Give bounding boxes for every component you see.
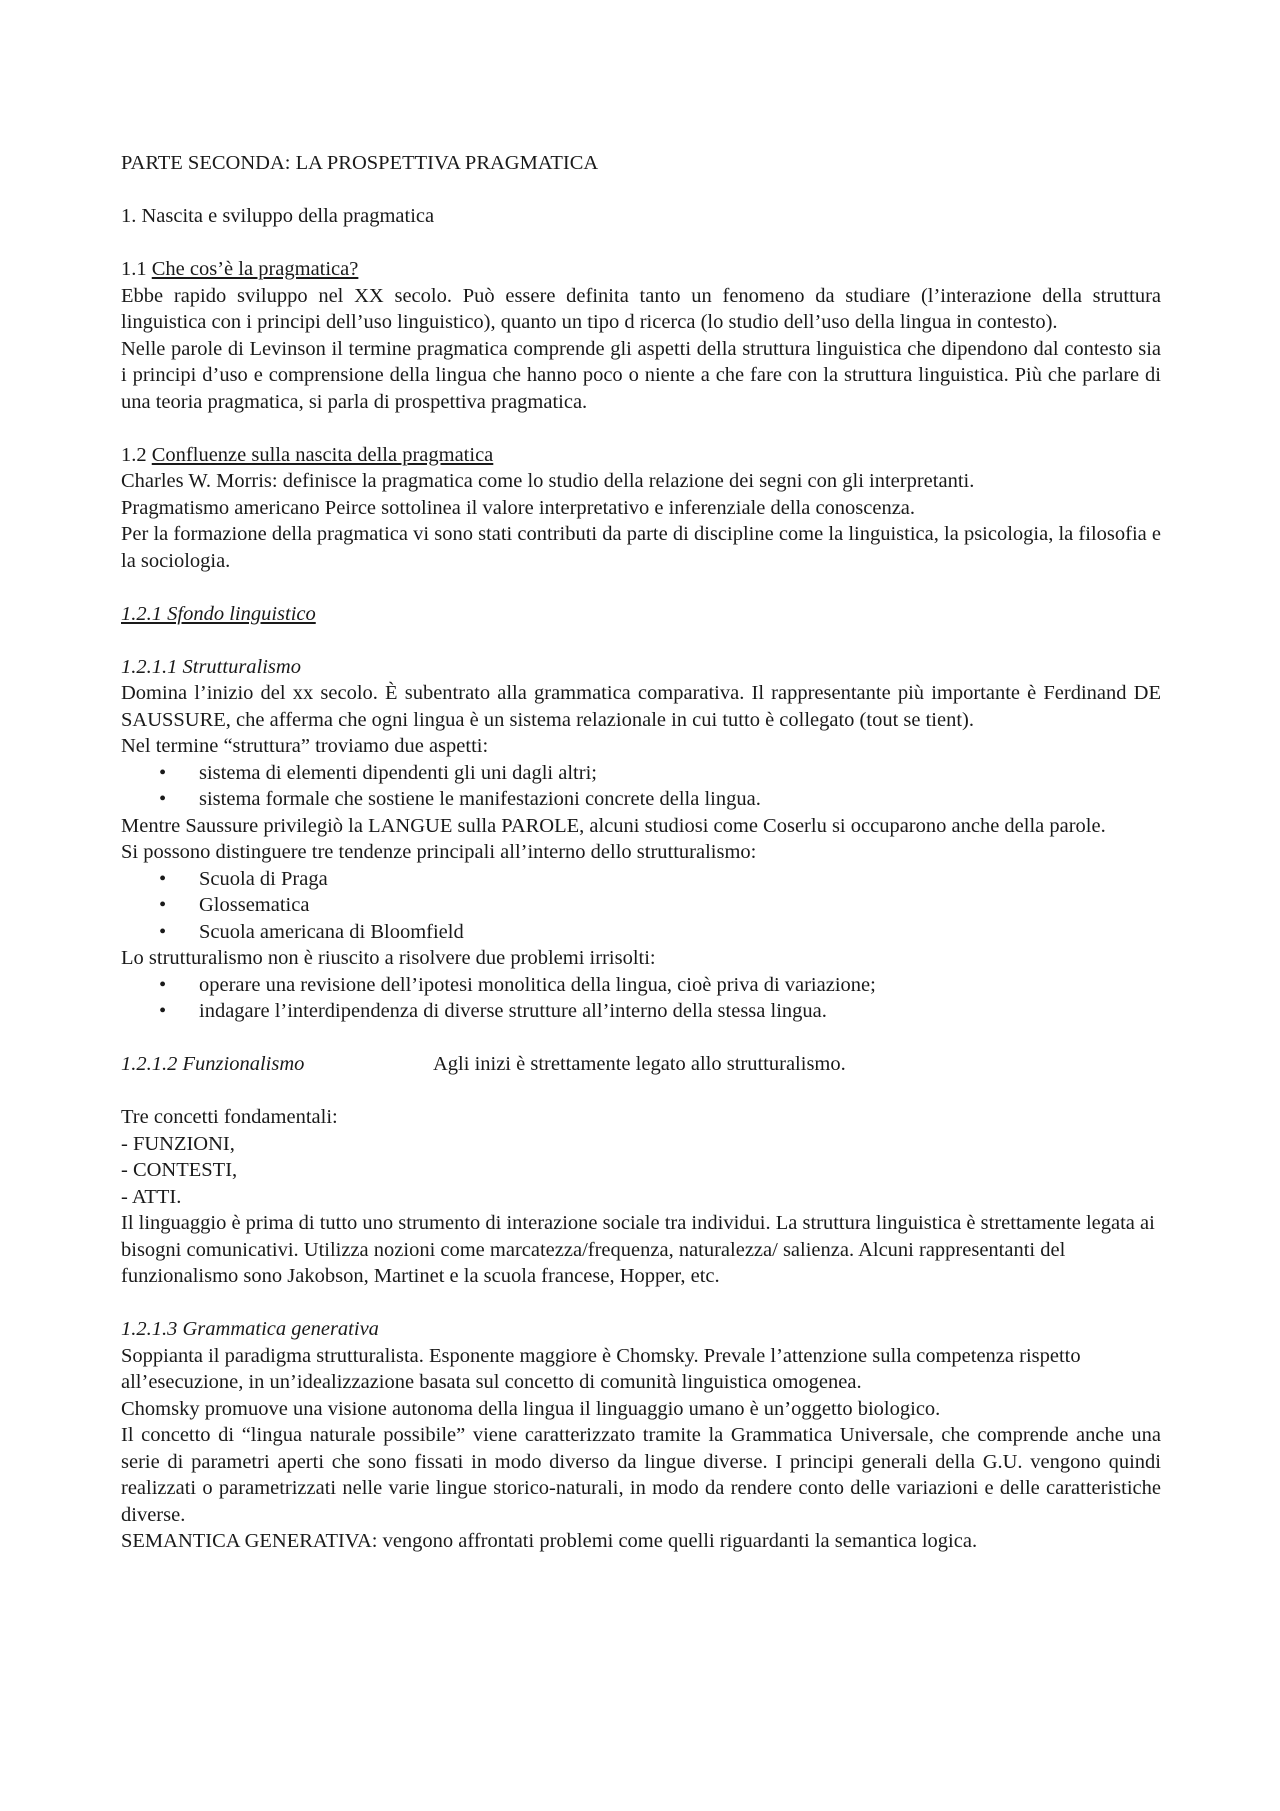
paragraph: Il linguaggio è prima di tutto uno strumento di interazione sociale tra individui. La struttura linguistica è strettamente legata ai bisogni comunicativi. Utilizza nozioni come marcatezza/frequenza, naturalezza/ salienza. Alcuni rappresentanti del funzionalismo sono Jakobson, Martinet e la scuola francese, Hopper, etc. bbox=[121, 1212, 1155, 1287]
paragraph: Tre concetti fondamentali: bbox=[121, 1106, 338, 1128]
paragraph: Soppianta il paradigma strutturalista. Esponente maggiore è Chomsky. Prevale l’attenzione sulla competenza rispetto all’esecuzione, in un’idealizzazione basata sul concetto di comunità linguistica omogenea. bbox=[121, 1344, 1081, 1393]
bullet-icon: • bbox=[159, 867, 167, 890]
paragraph: Per la formazione della pragmatica vi sono stati contributi da parte di discipline come la linguistica, la psicologia, la filosofia e la sociologia. bbox=[121, 523, 1161, 572]
concept-item: - ATTI. bbox=[121, 1185, 182, 1208]
section-1-2-1-3-heading: 1.2.1.3 Grammatica generativa bbox=[121, 1318, 379, 1340]
section-1-2-1-heading: 1.2.1 Sfondo linguistico bbox=[121, 602, 316, 625]
list-item: • sistema formale che sostiene le manifestazioni concrete della lingua. bbox=[121, 786, 1161, 813]
paragraph: Nelle parole di Levinson il termine pragmatica comprende gli aspetti della struttura linguistica che dipendono dal contesto sia i principi d’uso e comprensione della lingua che hanno poco o niente a che fare con la struttura linguistica. Più che parlare di una teoria pragmatica, si parla di prospettiva pragmatica. bbox=[121, 337, 1161, 413]
paragraph: Domina l’inizio del xx secolo. È subentrato alla grammatica comparativa. Il rappresentante più importante è Ferdinand DE SAUSSURE, che afferma che ogni lingua è un sistema relazionale in cui tutto è collegato (tout se tient). bbox=[121, 682, 1161, 731]
paragraph: Si possono distinguere tre tendenze principali all’interno dello strutturalismo: bbox=[121, 841, 757, 863]
concept-item: - FUNZIONI, bbox=[121, 1132, 235, 1155]
bullet-icon: • bbox=[159, 788, 167, 810]
bullet-list bbox=[121, 760, 1161, 813]
list-item: • sistema di elementi dipendenti gli uni dagli altri; bbox=[121, 760, 1161, 787]
list-item: • indagare l’interdipendenza di diverse strutture all’interno della stessa lingua. bbox=[121, 998, 1161, 1025]
paragraph: Lo strutturalismo non è riuscito a risolvere due problemi irrisolti: bbox=[121, 947, 656, 969]
section-1-2-1-2-heading-row bbox=[121, 1051, 1161, 1078]
paragraph: Mentre Saussure privilegiò la LANGUE sulla PAROLE, alcuni studiosi come Coserlu si occuparono anche della parole. bbox=[121, 814, 1106, 837]
part-title: PARTE SECONDA: LA PROSPETTIVA PRAGMATICA bbox=[121, 152, 599, 174]
list-item: • Glossematica bbox=[121, 892, 1161, 919]
bullet-icon: • bbox=[159, 894, 167, 916]
section-title: Confluenze sulla nascita della pragmatica bbox=[151, 443, 494, 466]
bullet-list bbox=[121, 866, 1161, 946]
section-number: 1.1 bbox=[121, 258, 152, 280]
paragraph: Pragmatismo americano Peirce sottolinea il valore interpretativo e inferenziale della conoscenza. bbox=[121, 496, 916, 519]
bullet-icon: • bbox=[159, 920, 167, 943]
section-title: Che cos’è la pragmatica? bbox=[151, 258, 359, 280]
section-number: 1.2 bbox=[121, 443, 152, 466]
bullet-icon: • bbox=[159, 761, 167, 784]
section-1-2-1-2-heading: 1.2.1.2 Funzionalismo bbox=[121, 1053, 305, 1075]
paragraph: Ebbe rapido sviluppo nel XX secolo. Può essere definita tanto un fenomeno da studiare (l’interazione della struttura linguistica con i principi dell’uso linguistico), quanto un tipo d ricerca (lo studio dell’uso della lingua in contesto). bbox=[121, 284, 1161, 333]
bullet-list bbox=[121, 972, 1161, 1025]
list-item: • Scuola americana di Bloomfield bbox=[121, 919, 1161, 946]
document-page bbox=[121, 150, 1161, 1555]
paragraph: Charles W. Morris: definisce la pragmatica come lo studio della relazione dei segni con gli interpretanti. bbox=[121, 470, 975, 492]
section-1-1-heading bbox=[121, 256, 1161, 283]
section-1-2-1-1-heading: 1.2.1.1 Strutturalismo bbox=[121, 655, 301, 678]
list-item: • Scuola di Praga bbox=[121, 866, 1161, 893]
list-item: • operare una revisione dell’ipotesi monolitica della lingua, cioè priva di variazione; bbox=[121, 972, 1161, 999]
paragraph: SEMANTICA GENERATIVA: vengono affrontati problemi come quelli riguardanti la semantica logica. bbox=[121, 1530, 978, 1552]
paragraph: Nel termine “struttura” troviamo due aspetti: bbox=[121, 735, 489, 757]
bullet-icon: • bbox=[159, 1000, 167, 1022]
bullet-icon: • bbox=[159, 973, 167, 996]
concept-item: - CONTESTI, bbox=[121, 1159, 238, 1181]
section-1-2-heading bbox=[121, 442, 1161, 469]
inline-text: Agli inizi è strettamente legato allo strutturalismo. bbox=[433, 1053, 846, 1075]
paragraph: Chomsky promuove una visione autonoma della lingua il linguaggio umano è un’oggetto biologico. bbox=[121, 1397, 941, 1420]
paragraph: Il concetto di “lingua naturale possibile” viene caratterizzato tramite la Grammatica Universale, che comprende anche una serie di parametri aperti che sono fissati in modo diverso da lingue diverse. I principi generali della G.U. vengono quindi realizzati o parametrizzati nelle varie lingue storico-naturali, in modo da rendere conto delle variazioni e delle caratteristiche diverse. bbox=[121, 1424, 1161, 1526]
chapter-title: 1. Nascita e sviluppo della pragmatica bbox=[121, 205, 435, 227]
